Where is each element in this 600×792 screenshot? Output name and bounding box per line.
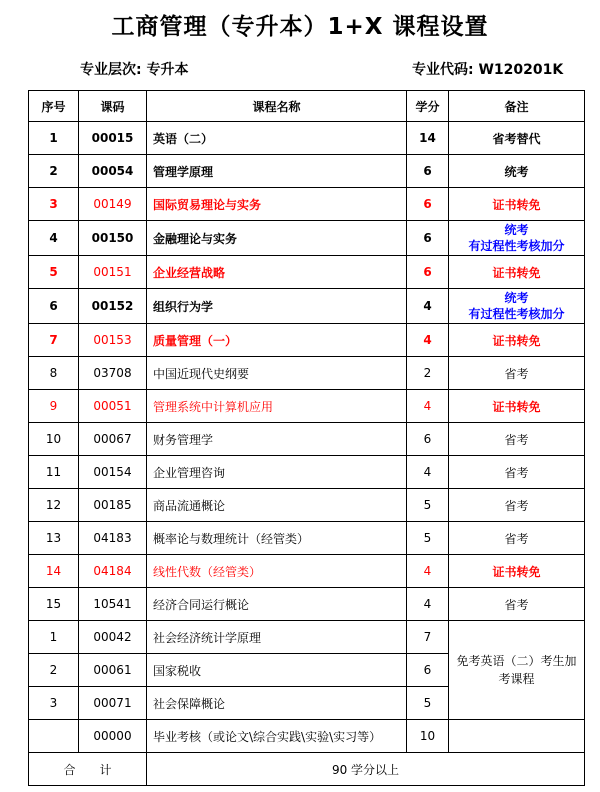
total-row [29,753,585,786]
header-credit: 学分 [407,91,449,122]
row-code: 04183 [79,522,147,555]
table-row [29,221,585,256]
row-note: 省考 [449,489,585,522]
row-note-line2: 有过程性考核加分 [468,307,565,321]
row-name: 毕业考核（或论文\综合实践\实验\实习等） [147,720,407,753]
row-name: 国家税收 [147,654,407,687]
table-header-row [29,91,585,122]
row-no: 6 [29,289,79,324]
row-no: 7 [29,324,79,357]
row-no: 15 [29,588,79,621]
row-credit: 4 [407,289,449,324]
row-name: 商品流通概论 [147,489,407,522]
row-note: 证书转免 [449,188,585,221]
table-row [29,588,585,621]
row-note: 证书转免 [449,324,585,357]
row-code: 00000 [79,720,147,753]
row-credit: 4 [407,588,449,621]
major-level: 专业层次: 专升本 [80,62,189,78]
table-row [29,456,585,489]
row-name: 线性代数（经管类） [147,555,407,588]
table-row [29,324,585,357]
row-name: 管理学原理 [147,155,407,188]
row-no: 5 [29,256,79,289]
row-note: 证书转免 [449,256,585,289]
row-no: 3 [29,188,79,221]
table-row [29,289,585,324]
row-no: 13 [29,522,79,555]
row-name: 中国近现代史纲要 [147,357,407,390]
row-note: 统考 [449,155,585,188]
table-row [29,489,585,522]
row-credit: 5 [407,687,449,720]
row-code: 03708 [79,357,147,390]
row-note: 省考 [449,357,585,390]
row-credit: 6 [407,188,449,221]
table-row [29,188,585,221]
header-note: 备注 [449,91,585,122]
row-credit: 6 [407,221,449,256]
row-code: 00051 [79,390,147,423]
table-row [29,256,585,289]
row-code: 00185 [79,489,147,522]
course-table [28,90,585,786]
row-name: 金融理论与实务 [147,221,407,256]
row-no: 1 [29,122,79,155]
row-code: 00152 [79,289,147,324]
row-name: 组织行为学 [147,289,407,324]
row-code: 00071 [79,687,147,720]
major-code: 专业代码: W120201K [412,62,564,78]
row-credit: 4 [407,390,449,423]
row-code: 00150 [79,221,147,256]
row-note [449,221,585,256]
row-code: 00015 [79,122,147,155]
row-name: 企业管理咨询 [147,456,407,489]
row-no: 14 [29,555,79,588]
table-row [29,390,585,423]
table-row [29,122,585,155]
row-note-line1: 统考 [504,291,529,305]
row-note [449,289,585,324]
row-no: 10 [29,423,79,456]
row-name: 英语（二） [147,122,407,155]
table-row [29,155,585,188]
row-note-line1: 统考 [504,223,529,237]
row-credit: 6 [407,256,449,289]
row-code: 00067 [79,423,147,456]
row-code: 00153 [79,324,147,357]
extra-row [29,621,585,654]
row-note: 省考 [449,588,585,621]
header-name: 课程名称 [147,91,407,122]
row-note: 证书转免 [449,555,585,588]
row-credit: 4 [407,456,449,489]
row-no: 8 [29,357,79,390]
row-name: 社会保障概论 [147,687,407,720]
row-credit: 2 [407,357,449,390]
row-code: 00151 [79,256,147,289]
row-name: 企业经营战略 [147,256,407,289]
row-credit: 14 [407,122,449,155]
row-name: 财务管理学 [147,423,407,456]
total-value: 90 学分以上 [147,753,585,786]
row-credit: 6 [407,423,449,456]
row-code: 10541 [79,588,147,621]
row-name: 管理系统中计算机应用 [147,390,407,423]
total-label: 合 计 [29,753,147,786]
row-note: 省考 [449,423,585,456]
row-code: 00042 [79,621,147,654]
row-code: 00054 [79,155,147,188]
page-title: 工商管理（专升本）1+X 课程设置 [111,14,489,40]
row-no: 2 [29,654,79,687]
row-name: 质量管理（一） [147,324,407,357]
row-no: 11 [29,456,79,489]
row-no: 1 [29,621,79,654]
row-credit: 6 [407,155,449,188]
row-note-line2: 有过程性考核加分 [468,239,565,253]
row-no: 3 [29,687,79,720]
row-credit: 10 [407,720,449,753]
row-note: 省考 [449,522,585,555]
table-row [29,423,585,456]
row-credit: 4 [407,324,449,357]
table-row [29,357,585,390]
row-credit: 4 [407,555,449,588]
row-credit: 5 [407,522,449,555]
table-row [29,522,585,555]
row-code: 04184 [79,555,147,588]
header-no: 序号 [29,91,79,122]
header-code: 课码 [79,91,147,122]
row-name: 国际贸易理论与实务 [147,188,407,221]
row-name: 经济合同运行概论 [147,588,407,621]
row-name: 概率论与数理统计（经管类） [147,522,407,555]
row-code: 00154 [79,456,147,489]
thesis-row [29,720,585,753]
row-no [29,720,79,753]
extra-courses-note: 免考英语（二）考生加考课程 [449,621,585,720]
row-name: 社会经济统计学原理 [147,621,407,654]
row-note: 证书转免 [449,390,585,423]
row-no: 2 [29,155,79,188]
row-note-empty [449,720,585,753]
row-credit: 7 [407,621,449,654]
row-no: 9 [29,390,79,423]
row-credit: 5 [407,489,449,522]
row-note: 省考替代 [449,122,585,155]
row-note: 省考 [449,456,585,489]
row-credit: 6 [407,654,449,687]
row-no: 12 [29,489,79,522]
row-code: 00061 [79,654,147,687]
table-row [29,555,585,588]
row-no: 4 [29,221,79,256]
row-code: 00149 [79,188,147,221]
